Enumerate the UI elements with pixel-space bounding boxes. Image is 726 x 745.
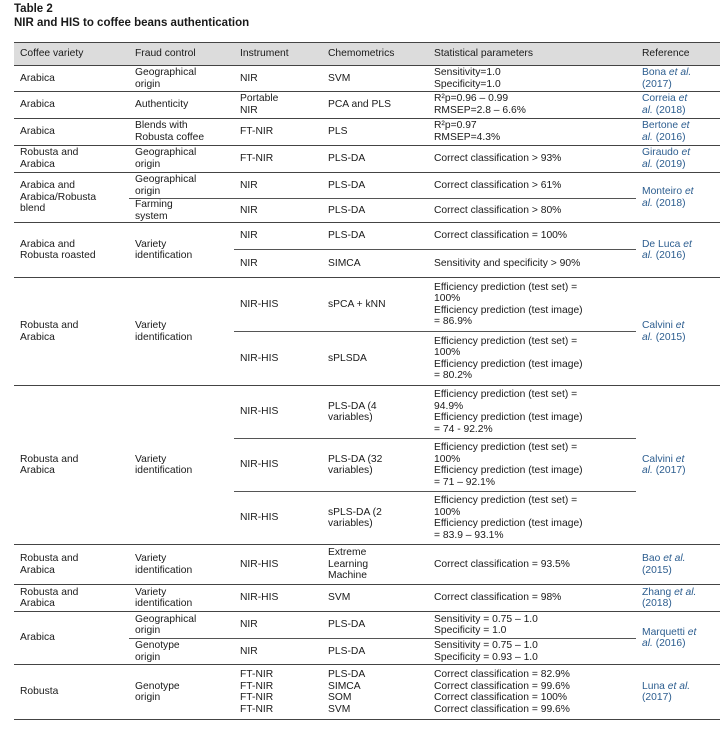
statistical-parameters-cell-line: = 86.9% bbox=[434, 316, 473, 328]
statistical-parameters-cell bbox=[428, 223, 636, 250]
instrument-cell-line: NIR-HIS bbox=[240, 406, 279, 418]
statistical-parameters-cell-line: = 80.2% bbox=[434, 370, 473, 382]
statistical-parameters-cell bbox=[428, 119, 636, 146]
reference-author-line bbox=[642, 239, 718, 251]
chemometrics-cell bbox=[322, 639, 428, 665]
fraud-control-cell-line: Farming bbox=[135, 199, 173, 210]
instrument-cell-line: FT-NIR bbox=[240, 153, 274, 165]
instrument-cell bbox=[234, 386, 322, 439]
chemometrics-cell bbox=[322, 66, 428, 92]
instrument-cell bbox=[234, 173, 322, 199]
statistical-parameters-cell-line: Efficiency prediction (test set) = bbox=[434, 442, 578, 453]
statistical-parameters-cell bbox=[428, 146, 636, 173]
instrument-cell-line: NIR bbox=[240, 619, 258, 631]
reference-author: Marquetti bbox=[642, 626, 688, 638]
reference-author: Bao bbox=[642, 553, 664, 565]
table-row bbox=[14, 223, 720, 250]
fraud-control-cell bbox=[129, 119, 234, 146]
coffee-variety-cell bbox=[14, 665, 129, 720]
instrument-cell-line: NIR bbox=[240, 257, 258, 269]
coffee-variety-cell-line: Robusta and bbox=[20, 320, 79, 332]
reference-et-al: et bbox=[680, 120, 690, 132]
statistical-parameters-cell-line: 94.9% bbox=[434, 400, 464, 412]
instrument-cell-line: NIR-HIS bbox=[240, 512, 279, 524]
instrument-cell-line: NIR bbox=[240, 179, 258, 191]
chemometrics-cell bbox=[322, 119, 428, 146]
fraud-control-cell-line: Variety bbox=[135, 320, 167, 332]
fraud-control-cell bbox=[129, 386, 234, 545]
reference-cell bbox=[636, 146, 720, 173]
chemometrics-cell bbox=[322, 492, 428, 545]
chemometrics-cell bbox=[322, 199, 428, 223]
coffee-variety-cell bbox=[14, 92, 129, 119]
chemometrics-cell bbox=[322, 332, 428, 386]
instrument-cell-line: FT-NIR bbox=[240, 703, 274, 715]
reference-cell bbox=[636, 119, 720, 146]
chemometrics-cell-line: Extreme bbox=[328, 547, 367, 559]
coffee-variety-cell bbox=[14, 585, 129, 612]
instrument-cell-line: NIR-HIS bbox=[240, 352, 279, 364]
statistical-parameters-cell bbox=[428, 250, 636, 278]
statistical-parameters-cell-line: Specificity = 0.93 – 1.0 bbox=[434, 651, 538, 663]
statistical-parameters-cell-line: Correct classification = 100% bbox=[434, 692, 568, 704]
coffee-variety-cell bbox=[14, 146, 129, 173]
reference-author-line bbox=[642, 147, 718, 159]
statistical-parameters-cell bbox=[428, 439, 636, 492]
chemometrics-cell-line: Machine bbox=[328, 570, 367, 582]
fraud-control-cell-line: Robusta coffee bbox=[135, 132, 205, 143]
chemometrics-cell-line: PLS-DA bbox=[328, 669, 366, 680]
coffee-variety-cell-line: Arabica bbox=[20, 564, 55, 576]
reference-et-al: et al. bbox=[674, 586, 697, 598]
statistical-parameters-cell-line: 100% bbox=[434, 453, 461, 465]
statistical-parameters-cell bbox=[428, 332, 636, 386]
reference-cell bbox=[636, 92, 720, 119]
instrument-cell bbox=[234, 585, 322, 612]
coffee-variety-cell-line: Robusta roasted bbox=[20, 250, 96, 262]
reference-year: al. (2015) bbox=[642, 331, 686, 343]
chemometrics-cell-line: sPLSDA bbox=[328, 352, 367, 364]
reference-year: al. (2016) bbox=[642, 250, 686, 262]
fraud-control-cell-line: identification bbox=[135, 598, 193, 610]
chemometrics-cell bbox=[322, 439, 428, 492]
chemometrics-cell-line: Learning bbox=[328, 558, 369, 570]
coffee-variety-cell bbox=[14, 545, 129, 585]
reference-author-line bbox=[642, 627, 718, 639]
table-row bbox=[14, 119, 720, 146]
reference-author-line bbox=[642, 681, 718, 693]
statistical-parameters-cell-line: Efficiency prediction (test image) bbox=[434, 304, 583, 316]
fraud-control-cell-line: origin bbox=[135, 159, 161, 170]
coffee-variety-cell-line: Arabica bbox=[20, 598, 55, 610]
statistical-parameters-cell-line: Efficiency prediction (test set) = bbox=[434, 335, 578, 347]
fraud-control-cell-line: Variety bbox=[135, 238, 167, 250]
reference-author-line bbox=[642, 553, 718, 565]
instrument-cell-line: NIR bbox=[240, 72, 258, 84]
coffee-variety-cell-line: Arabica bbox=[20, 126, 55, 138]
statistical-parameters-cell-line: Correct classification = 82.9% bbox=[434, 669, 570, 680]
reference-year: al. (2019) bbox=[642, 159, 686, 170]
statistical-parameters-cell-line: Correct classification > 61% bbox=[434, 179, 562, 191]
chemometrics-cell-line: SVM bbox=[328, 592, 351, 604]
fraud-control-cell-line: Geographical bbox=[135, 147, 197, 159]
coffee-variety-cell-line: Arabica bbox=[20, 465, 55, 477]
coffee-variety-cell-line: Robusta and bbox=[20, 553, 79, 565]
statistical-parameters-cell-line: Efficiency prediction (test set) = bbox=[434, 495, 578, 506]
chemometrics-cell-line: SVM bbox=[328, 703, 351, 715]
header-reference: Reference bbox=[636, 43, 720, 66]
statistical-parameters-cell-line: Efficiency prediction (test set) = bbox=[434, 281, 578, 293]
chemometrics-cell-line: sPCA + kNN bbox=[328, 298, 386, 310]
statistical-parameters-cell bbox=[428, 612, 636, 639]
chemometrics-cell bbox=[322, 585, 428, 612]
instrument-cell bbox=[234, 665, 322, 720]
fraud-control-cell-line: origin bbox=[135, 625, 161, 637]
instrument-cell-line: NIR bbox=[240, 105, 258, 116]
table-row bbox=[14, 146, 720, 173]
reference-year: al. (2018) bbox=[642, 197, 686, 209]
reference-author: Correia bbox=[642, 93, 679, 105]
statistical-parameters-cell-line: RMSEP=2.8 – 6.6% bbox=[434, 105, 526, 116]
statistical-parameters-cell bbox=[428, 92, 636, 119]
statistical-parameters-cell-line: Sensitivity = 0.75 – 1.0 bbox=[434, 640, 538, 652]
instrument-cell bbox=[234, 612, 322, 639]
chemometrics-cell-line: PLS-DA bbox=[328, 204, 366, 216]
statistical-parameters-cell-line: Sensitivity=1.0 bbox=[434, 66, 501, 78]
reference-et-al: et al. bbox=[668, 66, 692, 78]
reference-author: Calvini bbox=[642, 453, 676, 465]
statistical-parameters-cell-line: Correct classification = 99.6% bbox=[434, 680, 570, 692]
chemometrics-cell bbox=[322, 173, 428, 199]
statistical-parameters-cell bbox=[428, 173, 636, 199]
statistical-parameters-cell-line: = 74 - 92.2% bbox=[434, 423, 493, 435]
reference-et-al: et bbox=[675, 320, 685, 332]
coffee-variety-cell-line: Arabica bbox=[20, 331, 55, 343]
statistical-parameters-cell-line: Efficiency prediction (test set) = bbox=[434, 389, 578, 400]
fraud-control-cell-line: Geographical bbox=[135, 66, 197, 78]
fraud-control-cell-line: identification bbox=[135, 250, 193, 262]
instrument-cell bbox=[234, 278, 322, 332]
instrument-cell bbox=[234, 492, 322, 545]
fraud-control-cell bbox=[129, 639, 234, 665]
reference-year: (2017) bbox=[642, 692, 672, 704]
statistical-parameters-cell bbox=[428, 492, 636, 545]
fraud-control-cell bbox=[129, 278, 234, 386]
instrument-cell-line: NIR bbox=[240, 645, 258, 657]
coffee-authentication-table bbox=[14, 42, 720, 720]
table-caption bbox=[14, 2, 249, 30]
fraud-control-cell bbox=[129, 199, 234, 223]
fraud-control-cell-line: Blends with bbox=[135, 120, 188, 132]
fraud-control-cell bbox=[129, 612, 234, 639]
reference-cell bbox=[636, 386, 720, 545]
table-row bbox=[14, 612, 720, 639]
reference-et-al: et bbox=[681, 147, 691, 159]
fraud-control-cell-line: identification bbox=[135, 564, 193, 576]
reference-author-line bbox=[642, 454, 718, 466]
fraud-control-cell-line: origin bbox=[135, 185, 161, 197]
reference-author: Zhang bbox=[642, 586, 675, 598]
statistical-parameters-cell-line: = 83.9 – 93.1% bbox=[434, 529, 504, 541]
fraud-control-cell-line: Genotype bbox=[135, 640, 180, 652]
header-instrument: Instrument bbox=[234, 43, 322, 66]
reference-author-line bbox=[642, 186, 718, 198]
table-title: NIR and HIS to coffee beans authentication bbox=[14, 17, 250, 29]
fraud-control-cell-line: Variety bbox=[135, 586, 167, 598]
statistical-parameters-cell-line: Correct classification > 80% bbox=[434, 204, 562, 216]
reference-author-line bbox=[642, 120, 718, 132]
statistical-parameters-cell-line: Efficiency prediction (test image) bbox=[434, 358, 583, 370]
reference-author: De Luca bbox=[642, 238, 684, 250]
chemometrics-cell-line: PLS-DA bbox=[328, 619, 366, 631]
statistical-parameters-cell-line: R²p=0.97 bbox=[434, 120, 477, 132]
chemometrics-cell-line: SVM bbox=[328, 72, 351, 84]
header-statistical-parameters: Statistical parameters bbox=[428, 43, 636, 66]
fraud-control-cell-line: system bbox=[135, 210, 168, 222]
fraud-control-cell-line: origin bbox=[135, 692, 161, 704]
chemometrics-cell-line: PLS-DA bbox=[328, 230, 366, 242]
statistical-parameters-cell bbox=[428, 66, 636, 92]
reference-author-line bbox=[642, 320, 718, 332]
reference-et-al: et bbox=[678, 93, 688, 105]
fraud-control-cell-line: identification bbox=[135, 331, 193, 343]
chemometrics-cell-line: PLS-DA bbox=[328, 179, 366, 191]
reference-et-al: et bbox=[675, 453, 685, 465]
reference-author-line bbox=[642, 67, 718, 79]
reference-et-al: et al. bbox=[663, 553, 686, 565]
chemometrics-cell bbox=[322, 92, 428, 119]
instrument-cell bbox=[234, 223, 322, 250]
instrument-cell-line: FT-NIR bbox=[240, 680, 274, 692]
coffee-variety-cell bbox=[14, 119, 129, 146]
statistical-parameters-cell bbox=[428, 639, 636, 665]
chemometrics-cell-line: variables) bbox=[328, 412, 373, 424]
fraud-control-cell bbox=[129, 585, 234, 612]
instrument-cell-line: FT-NIR bbox=[240, 126, 274, 138]
fraud-control-cell-line: origin bbox=[135, 651, 161, 663]
chemometrics-cell bbox=[322, 545, 428, 585]
reference-year: al. (2017) bbox=[642, 465, 686, 477]
statistical-parameters-cell-line: Correct classification > 93% bbox=[434, 153, 562, 165]
chemometrics-cell-line: PCA and PLS bbox=[328, 99, 391, 111]
statistical-parameters-cell-line: R²p=0.96 – 0.99 bbox=[434, 93, 509, 105]
coffee-variety-cell-line: Robusta bbox=[20, 686, 59, 698]
table-row bbox=[14, 173, 720, 199]
fraud-control-cell-line: identification bbox=[135, 465, 193, 477]
instrument-cell bbox=[234, 146, 322, 173]
reference-year: (2017) bbox=[642, 78, 672, 90]
statistical-parameters-cell-line: 100% bbox=[434, 293, 461, 305]
coffee-variety-cell bbox=[14, 386, 129, 545]
coffee-variety-cell-line: blend bbox=[20, 203, 46, 215]
reference-cell bbox=[636, 585, 720, 612]
table-row bbox=[14, 585, 720, 612]
statistical-parameters-cell bbox=[428, 386, 636, 439]
reference-author: Luna bbox=[642, 680, 668, 692]
coffee-variety-cell-line: Arabica/Robusta bbox=[20, 191, 97, 203]
fraud-control-cell-line: origin bbox=[135, 78, 161, 90]
statistical-parameters-cell-line: Correct classification = 98% bbox=[434, 592, 562, 604]
reference-cell bbox=[636, 665, 720, 720]
instrument-cell bbox=[234, 639, 322, 665]
instrument-cell-line: NIR-HIS bbox=[240, 592, 279, 604]
coffee-variety-cell-line: Arabica and bbox=[20, 180, 75, 192]
fraud-control-cell-line: Variety bbox=[135, 453, 167, 465]
statistical-parameters-cell bbox=[428, 278, 636, 332]
instrument-cell-line: NIR-HIS bbox=[240, 558, 279, 570]
instrument-cell bbox=[234, 545, 322, 585]
instrument-cell bbox=[234, 92, 322, 119]
reference-et-al: et bbox=[684, 186, 694, 197]
header-chemometrics: Chemometrics bbox=[322, 43, 428, 66]
fraud-control-cell bbox=[129, 173, 234, 199]
chemometrics-cell bbox=[322, 386, 428, 439]
chemometrics-cell-line: variables) bbox=[328, 518, 373, 530]
coffee-variety-cell-line: Robusta and bbox=[20, 147, 79, 159]
reference-author-line bbox=[642, 587, 718, 599]
coffee-variety-cell bbox=[14, 66, 129, 92]
reference-et-al: et al. bbox=[667, 680, 691, 692]
statistical-parameters-cell-line: Sensitivity and specificity > 90% bbox=[434, 257, 581, 269]
instrument-cell bbox=[234, 439, 322, 492]
statistical-parameters-cell bbox=[428, 585, 636, 612]
coffee-variety-cell-line: Arabica bbox=[20, 159, 55, 170]
chemometrics-cell bbox=[322, 278, 428, 332]
table-row bbox=[14, 545, 720, 585]
reference-cell bbox=[636, 545, 720, 585]
chemometrics-cell bbox=[322, 612, 428, 639]
reference-author: Giraudo bbox=[642, 147, 682, 159]
instrument-cell-line: NIR-HIS bbox=[240, 298, 279, 310]
statistical-parameters-cell-line: 100% bbox=[434, 506, 461, 518]
chemometrics-cell-line: PLS-DA bbox=[328, 645, 366, 657]
table-row bbox=[14, 66, 720, 92]
table-row bbox=[14, 92, 720, 119]
statistical-parameters-cell-line: Sensitivity = 0.75 – 1.0 bbox=[434, 613, 538, 625]
chemometrics-cell bbox=[322, 146, 428, 173]
fraud-control-cell bbox=[129, 665, 234, 720]
header-coffee-variety: Coffee variety bbox=[14, 43, 129, 66]
statistical-parameters-cell-line: Correct classification = 99.6% bbox=[434, 703, 570, 715]
fraud-control-cell-line: Variety bbox=[135, 553, 167, 565]
reference-cell bbox=[636, 66, 720, 92]
chemometrics-cell-line: PLS-DA bbox=[328, 153, 366, 165]
chemometrics-cell bbox=[322, 250, 428, 278]
reference-year: (2015) bbox=[642, 564, 672, 576]
fraud-control-cell-line: Genotype bbox=[135, 680, 180, 692]
instrument-cell-line: NIR-HIS bbox=[240, 459, 279, 471]
chemometrics-cell-line: SOM bbox=[328, 692, 352, 704]
chemometrics-cell-line: SIMCA bbox=[328, 680, 361, 692]
coffee-variety-cell bbox=[14, 278, 129, 386]
chemometrics-cell-line: variables) bbox=[328, 465, 373, 477]
table-label: Table 2 bbox=[14, 3, 53, 15]
fraud-control-cell-line: Geographical bbox=[135, 613, 197, 625]
header-fraud-control: Fraud control bbox=[129, 43, 234, 66]
reference-cell bbox=[636, 173, 720, 223]
fraud-control-cell bbox=[129, 223, 234, 278]
fraud-control-cell bbox=[129, 545, 234, 585]
instrument-cell bbox=[234, 332, 322, 386]
chemometrics-cell-line: sPLS-DA (2 bbox=[328, 506, 382, 518]
coffee-variety-cell-line: Arabica and bbox=[20, 238, 75, 250]
reference-et-al: et bbox=[683, 238, 692, 250]
reference-author-line bbox=[642, 93, 718, 105]
statistical-parameters-cell-line: = 71 – 92.1% bbox=[434, 476, 495, 488]
statistical-parameters-cell-line: Efficiency prediction (test image) bbox=[434, 518, 583, 530]
instrument-cell bbox=[234, 250, 322, 278]
instrument-cell-line: FT-NIR bbox=[240, 692, 274, 704]
coffee-variety-cell-line: Robusta and bbox=[20, 453, 79, 465]
chemometrics-cell-line: PLS-DA (32 bbox=[328, 453, 383, 465]
statistical-parameters-cell bbox=[428, 199, 636, 223]
instrument-cell-line: FT-NIR bbox=[240, 669, 274, 680]
chemometrics-cell-line: PLS bbox=[328, 126, 348, 138]
reference-year: al. (2016) bbox=[642, 132, 686, 143]
statistical-parameters-cell-line: 100% bbox=[434, 347, 461, 359]
header-row bbox=[14, 43, 720, 66]
statistical-parameters-cell-line: Specificity=1.0 bbox=[434, 78, 501, 90]
reference-author: Bertone bbox=[642, 120, 681, 132]
table-row bbox=[14, 665, 720, 720]
fraud-control-cell bbox=[129, 66, 234, 92]
reference-et-al: et bbox=[687, 626, 697, 638]
coffee-variety-cell-line: Arabica bbox=[20, 72, 55, 84]
table-row bbox=[14, 386, 720, 439]
coffee-variety-cell bbox=[14, 223, 129, 278]
statistical-parameters-cell bbox=[428, 545, 636, 585]
chemometrics-cell-line: PLS-DA (4 bbox=[328, 400, 377, 412]
instrument-cell-line: NIR bbox=[240, 204, 258, 216]
instrument-cell bbox=[234, 119, 322, 146]
instrument-cell bbox=[234, 66, 322, 92]
reference-year: al. (2016) bbox=[642, 638, 686, 650]
fraud-control-cell-line: Geographical bbox=[135, 173, 197, 185]
statistical-parameters-cell bbox=[428, 665, 636, 720]
reference-year: al. (2018) bbox=[642, 105, 686, 116]
coffee-variety-cell bbox=[14, 612, 129, 665]
statistical-parameters-cell-line: Correct classification = 93.5% bbox=[434, 558, 570, 570]
fraud-control-cell bbox=[129, 146, 234, 173]
statistical-parameters-cell-line: Efficiency prediction (test image) bbox=[434, 412, 583, 424]
chemometrics-cell bbox=[322, 665, 428, 720]
fraud-control-cell bbox=[129, 92, 234, 119]
reference-author: Bona bbox=[642, 66, 669, 78]
reference-cell bbox=[636, 223, 720, 278]
coffee-variety-cell-line: Arabica bbox=[20, 99, 55, 111]
reference-cell bbox=[636, 612, 720, 665]
coffee-variety-cell-line: Arabica bbox=[20, 632, 55, 644]
reference-author: Monteiro bbox=[642, 186, 685, 197]
reference-cell bbox=[636, 278, 720, 386]
chemometrics-cell-line: SIMCA bbox=[328, 257, 361, 269]
chemometrics-cell bbox=[322, 223, 428, 250]
statistical-parameters-cell-line: Specificity = 1.0 bbox=[434, 625, 507, 637]
instrument-cell-line: Portable bbox=[240, 93, 279, 105]
table-row bbox=[14, 278, 720, 332]
coffee-variety-cell bbox=[14, 173, 129, 223]
statistical-parameters-cell-line: Efficiency prediction (test image) bbox=[434, 465, 583, 477]
reference-author: Calvini bbox=[642, 320, 676, 332]
fraud-control-cell-line: Authenticity bbox=[135, 99, 189, 111]
reference-year: (2018) bbox=[642, 598, 672, 610]
instrument-cell bbox=[234, 199, 322, 223]
instrument-cell-line: NIR bbox=[240, 230, 258, 242]
statistical-parameters-cell-line: Correct classification = 100% bbox=[434, 230, 568, 242]
statistical-parameters-cell-line: RMSEP=4.3% bbox=[434, 132, 501, 143]
coffee-variety-cell-line: Robusta and bbox=[20, 586, 79, 598]
